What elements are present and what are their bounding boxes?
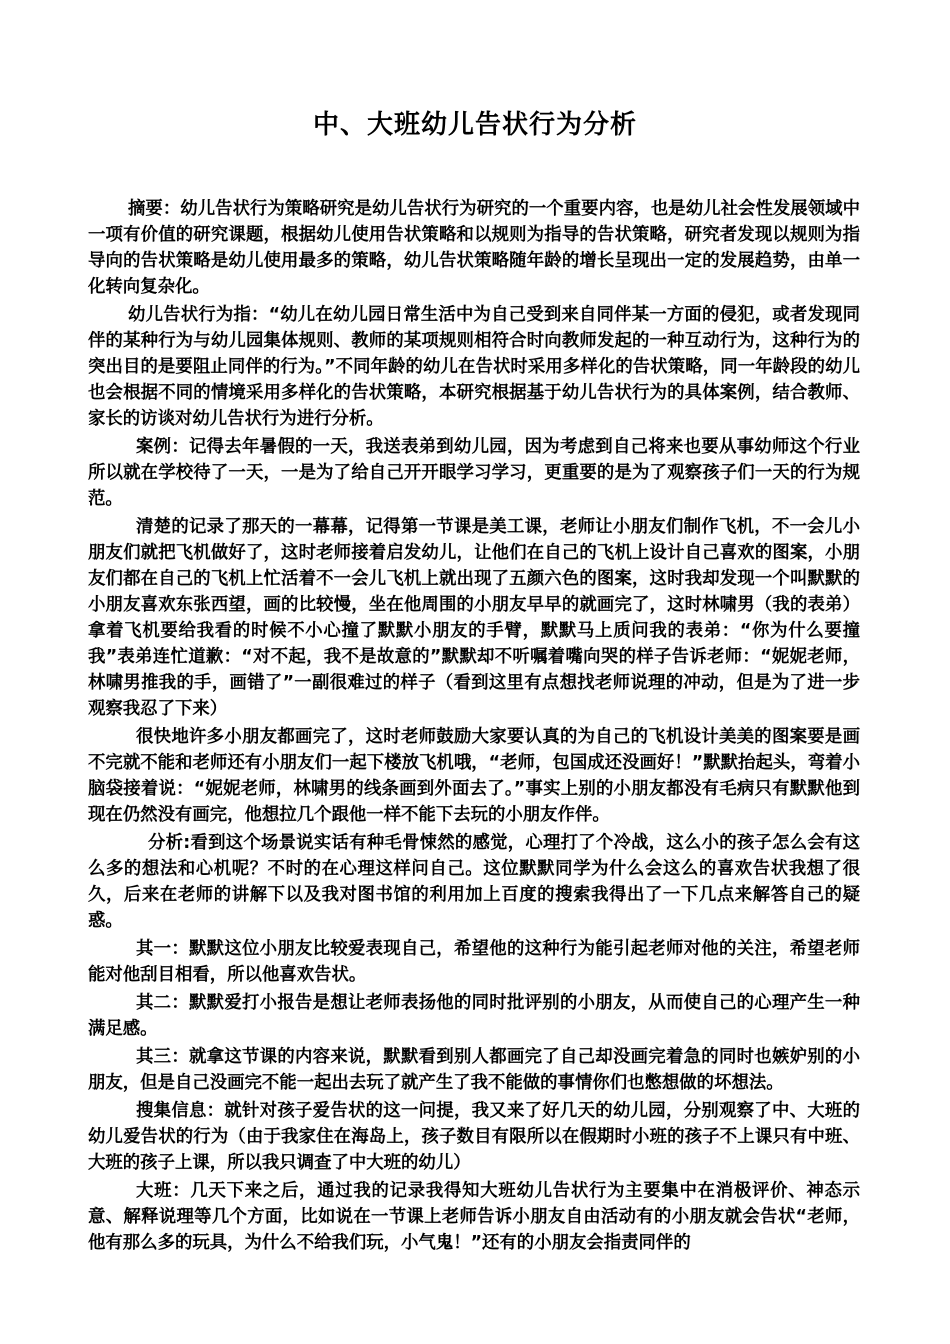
paragraph-reason-2: 其二：默默爱打小报告是想让老师表扬他的同时批评别的小朋友，从而使自己的心理产生一种满足感。 xyxy=(88,993,860,1039)
paragraph-senior-class: 大班：几天下来之后，通过我的记录我得知大班幼儿告状行为主要集中在消极评价、神态示意、解释说理等几个方面，比如说在一节课上老师告诉小朋友自由活动有的小朋友就会告状“老师，他有那么多的玩具，为什么不给我们玩，小气鬼！”还有的小朋友会指责同伴的 xyxy=(88,1181,860,1253)
paragraph-abstract: 摘要：幼儿告状行为策略研究是幼儿告状行为研究的一个重要内容，也是幼儿社会性发展领域中一项有价值的研究课题，根据幼儿使用告状策略和以规则为指导的告状策略，研究者发现以规则为指导向的告状策略是幼儿使用最多的策略，幼儿告状策略随年龄的增长呈现出一定的发展趋势，由单一化转向复杂化。 xyxy=(88,199,860,297)
paragraph-record: 清楚的记录了那天的一幕幕，记得第一节课是美工课，老师让小朋友们制作飞机，不一会儿小朋友们就把飞机做好了，这时老师接着启发幼儿，让他们在自己的飞机上设计自己喜欢的图案，小朋友们都在自己的飞机上忙活着不一会儿飞机上就出现了五颜六色的图案，这时我却发现一个叫默默的小朋友喜欢东张西望，画的比较慢，坐在他周围的小朋友早早的就画完了，这时林啸男（我的表弟）拿着飞机要给我看的时候不小心撞了默默小朋友的手臂，默默马上质问我的表弟：“你为什么要撞我”表弟连忙道歉：“对不起，我不是故意的”默默却不听嘱着嘴向哭的样子告诉老师：“妮妮老师，林啸男推我的手，画错了”一副很难过的样子（看到这里有点想找老师说理的冲动，但是为了进一步观察我忍了下来） xyxy=(88,517,860,719)
paragraph-reason-1: 其一：默默这位小朋友比较爱表现自己，希望他的这种行为能引起老师对他的关注，希望老师能对他刮目相看，所以他喜欢告状。 xyxy=(88,939,860,985)
paragraph-definition: 幼儿告状行为指：“幼儿在幼儿园日常生活中为自己受到来自同伴某一方面的侵犯，或者发现同伴的某种行为与幼儿园集体规则、教师的某项规则相符合时向教师发起的一种互动行为，这种行为的突出目的是要阻止同伴的行为。”不同年龄的幼儿在告状时采用多样化的告状策略，同一年龄段的幼儿也会根据不同的情境采用多样化的告状策略，本研究根据基于幼儿告状行为的具体案例，结合教师、家长的访谈对幼儿告状行为进行分析。 xyxy=(88,305,860,429)
paragraph-info-gathering: 搜集信息：就针对孩子爱告状的这一问提，我又来了好几天的幼儿园，分别观察了中、大班的幼儿爱告状的行为（由于我家住在海岛上，孩子数目有限所以在假期时小班的孩子不上课只有中班、大班的孩子上课，所以我只调查了中大班的幼儿） xyxy=(88,1101,860,1173)
paragraph-reason-3: 其三：就拿这节课的内容来说，默默看到别人都画完了自己却没画完着急的同时也嫉妒别的小朋友，但是自己没画完不能一起出去玩了就产生了我不能做的事情你们也憋想做的坏想法。 xyxy=(88,1047,860,1093)
paragraph-drawing: 很快地许多小朋友都画完了，这时老师鼓励大家要认真的为自己的飞机设计美美的图案要是画不完就不能和老师还有小朋友们一起下楼放飞机哦，“老师，包国成还没画好！”默默抬起头，弯着小脑袋接着说：“妮妮老师，林啸男的线条画到外面去了。”事实上别的小朋友都没有毛病只有默默他到现在仍然没有画完，他想拉几个跟他一样不能下去玩的小朋友作伴。 xyxy=(88,727,860,825)
paragraph-analysis: 分析:看到这个场景说实话有种毛骨悚然的感觉，心理打了个冷战，这么小的孩子怎么会有这么多的想法和心机呢？不时的在心理这样问自己。这位默默同学为什么会这么的喜欢告状我想了很久，后来在老师的讲解下以及我对图书馆的利用加上百度的搜索我得出了一下几点来解答自己的疑惑。 xyxy=(88,833,860,931)
paragraph-case: 案例：记得去年暑假的一天，我送表弟到幼儿园，因为考虑到自己将来也要从事幼师这个行业所以就在学校待了一天，一是为了给自己开开眼学习学习，更重要的是为了观察孩子们一天的行为规范。 xyxy=(88,437,860,509)
document-title: 中、大班幼儿告状行为分析 xyxy=(312,110,637,140)
document-body xyxy=(88,196,860,1258)
